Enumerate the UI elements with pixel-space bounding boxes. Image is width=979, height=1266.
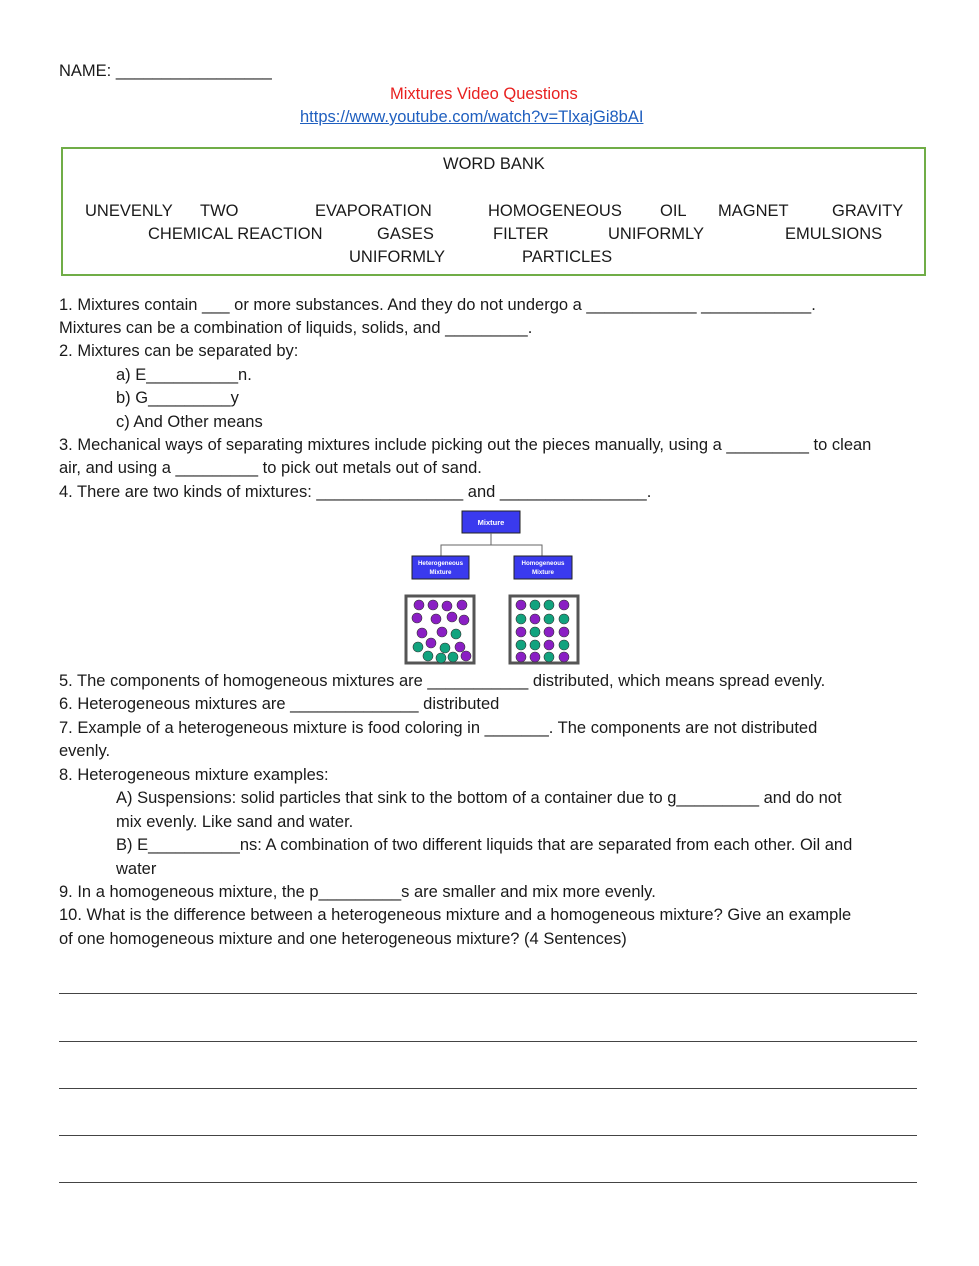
word-bank-item: MAGNET — [718, 202, 789, 220]
teal-particle — [413, 642, 423, 652]
answer-line[interactable] — [59, 993, 917, 994]
teal-particle — [451, 629, 461, 639]
purple-particle — [516, 652, 526, 662]
teal-particle — [530, 600, 540, 610]
homogeneous-label-2: Mixture — [531, 569, 555, 576]
answer-line[interactable] — [59, 1088, 917, 1089]
purple-particle — [455, 642, 465, 652]
teal-particle — [440, 643, 450, 653]
purple-particle — [457, 600, 467, 610]
purple-particle — [559, 652, 569, 662]
word-bank-item: EVAPORATION — [315, 202, 432, 220]
question-8b: B) E__________ns: A combination of two different liquids that are separated from each other. Oil and — [116, 836, 853, 854]
homogeneous-label-1: Homogeneous — [521, 560, 565, 567]
connector-left — [441, 533, 491, 556]
question-1-cont: Mixtures can be a combination of liquids, solids, and _________. — [59, 319, 533, 337]
teal-particle — [559, 640, 569, 650]
question-7-cont: evenly. — [59, 742, 111, 760]
question-3-cont: air, and using a _________ to pick out metals out of sand. — [59, 459, 482, 477]
purple-particle — [559, 600, 569, 610]
purple-particle — [437, 627, 447, 637]
answer-line[interactable] — [59, 1135, 917, 1136]
mixture-diagram — [400, 508, 585, 668]
purple-particle — [461, 651, 471, 661]
purple-particle — [412, 613, 422, 623]
word-bank-item: UNIFORMLY — [608, 225, 704, 243]
question-2: 2. Mixtures can be separated by: — [59, 342, 299, 360]
question-8a-cont: mix evenly. Like sand and water. — [116, 813, 354, 831]
word-bank-item: OIL — [660, 202, 687, 220]
connector-right — [491, 545, 542, 556]
name-line: NAME: _________________ — [59, 62, 272, 80]
teal-particle — [516, 640, 526, 650]
heterogeneous-label-2: Mixture — [429, 569, 452, 576]
question-8: 8. Heterogeneous mixture examples: — [59, 766, 329, 784]
word-bank-item: GRAVITY — [832, 202, 904, 220]
question-5: 5. The components of homogeneous mixtures are ___________ distributed, which means spread evenly. — [59, 672, 826, 690]
purple-particle — [459, 615, 469, 625]
purple-particle — [414, 600, 424, 610]
purple-particle — [544, 627, 554, 637]
purple-particle — [428, 600, 438, 610]
purple-particle — [559, 627, 569, 637]
mixture-label: Mixture — [477, 518, 505, 527]
question-2b: b) G_________y — [116, 389, 239, 407]
purple-particle — [530, 652, 540, 662]
teal-particle — [516, 614, 526, 624]
question-9: 9. In a homogeneous mixture, the p_________s are smaller and mix more evenly. — [59, 883, 656, 901]
video-link[interactable]: https://www.youtube.com/watch?v=TlxajGi8bAI — [300, 108, 644, 126]
question-7: 7. Example of a heterogeneous mixture is food coloring in _______. The components are not distributed — [59, 719, 818, 737]
purple-particle — [516, 600, 526, 610]
teal-particle — [530, 640, 540, 650]
question-6: 6. Heterogeneous mixtures are ______________ distributed — [59, 695, 500, 713]
word-bank-item: HOMOGENEOUS — [488, 202, 622, 220]
question-3: 3. Mechanical ways of separating mixtures include picking out the pieces manually, using a _________ to clean — [59, 436, 872, 454]
question-1: 1. Mixtures contain ___ or more substances. And they do not undergo a ____________ ____________. — [59, 296, 816, 314]
teal-particle — [448, 652, 458, 662]
purple-particle — [447, 612, 457, 622]
word-bank-item: UNEVENLY — [85, 202, 173, 220]
teal-particle — [559, 614, 569, 624]
purple-particle — [516, 627, 526, 637]
word-bank-heading: WORD BANK — [443, 155, 545, 173]
purple-particle — [442, 601, 452, 611]
word-bank-item: PARTICLES — [522, 248, 613, 266]
word-bank-box — [61, 147, 926, 276]
question-8a: A) Suspensions: solid particles that sink to the bottom of a container due to g_________ and do not — [116, 789, 842, 807]
word-bank-item: CHEMICAL REACTION — [148, 225, 323, 243]
word-bank-item: GASES — [377, 225, 434, 243]
purple-particle — [426, 638, 436, 648]
question-2c: c) And Other means — [116, 413, 263, 431]
word-bank-item: EMULSIONS — [785, 225, 883, 243]
heterogeneous-label-1: Heterogeneous — [417, 560, 464, 567]
word-bank-item: TWO — [200, 202, 239, 220]
teal-particle — [436, 653, 446, 663]
teal-particle — [544, 652, 554, 662]
question-8b-cont: water — [116, 860, 157, 878]
teal-particle — [544, 614, 554, 624]
purple-particle — [544, 640, 554, 650]
word-bank-item: FILTER — [493, 225, 549, 243]
purple-particle — [431, 614, 441, 624]
answer-line[interactable] — [59, 1041, 917, 1042]
teal-particle — [423, 651, 433, 661]
question-2a: a) E__________n. — [116, 366, 252, 384]
question-4: 4. There are two kinds of mixtures: ________________ and ________________. — [59, 483, 652, 501]
purple-particle — [417, 628, 427, 638]
teal-particle — [544, 600, 554, 610]
teal-particle — [530, 627, 540, 637]
question-10: 10. What is the difference between a heterogeneous mixture and a homogeneous mixture? Give an example — [59, 906, 852, 924]
word-bank-item: UNIFORMLY — [349, 248, 445, 266]
answer-line[interactable] — [59, 1182, 917, 1183]
question-10-cont: of one homogeneous mixture and one heterogeneous mixture? (4 Sentences) — [59, 930, 627, 948]
purple-particle — [530, 614, 540, 624]
page-title: Mixtures Video Questions — [390, 85, 578, 103]
